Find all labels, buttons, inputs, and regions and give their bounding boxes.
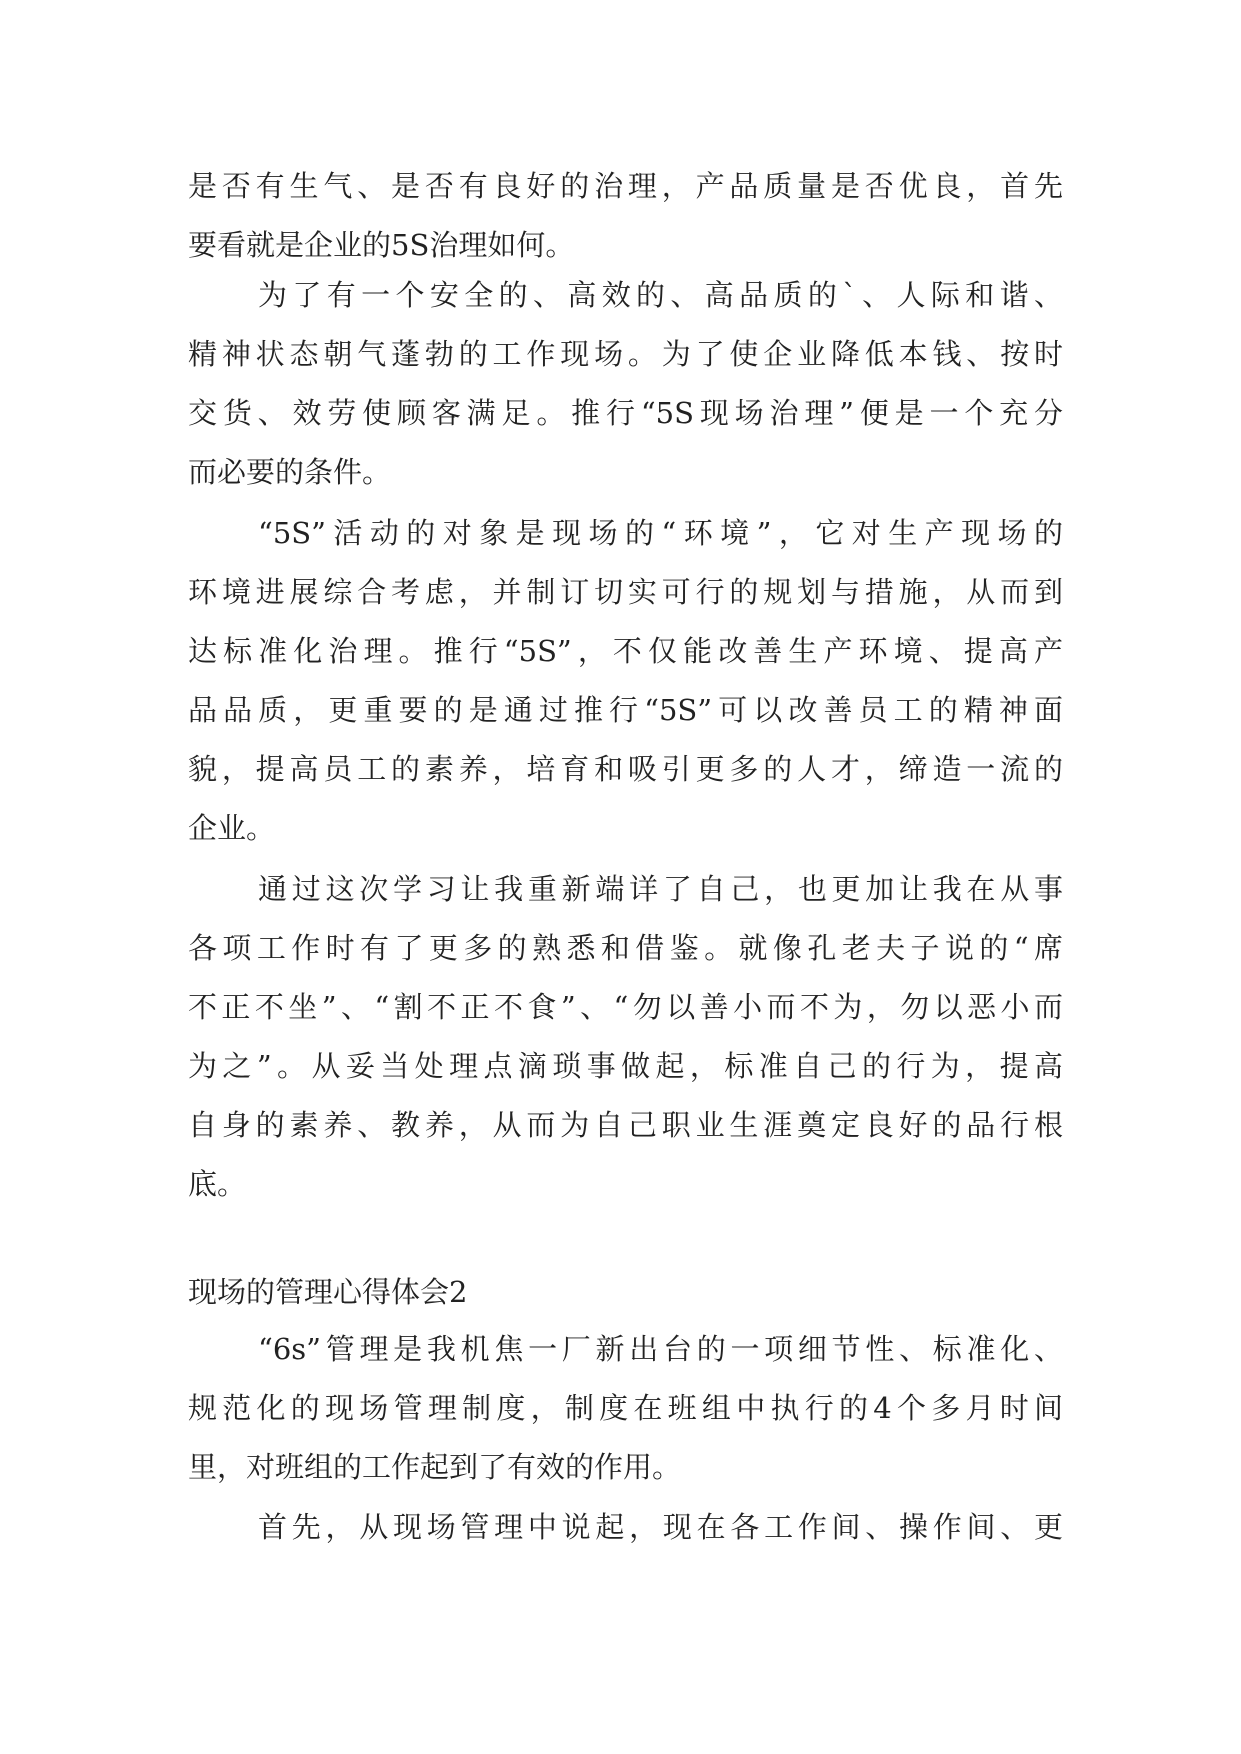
paragraph-line: 通过这次学习让我重新端详了自己，也更加让我在从事 — [258, 872, 1063, 906]
paragraph-line: 自身的素养、教养，从而为自己职业生涯奠定良好的品行根 — [188, 1108, 1063, 1142]
paragraph-3 — [188, 504, 1063, 858]
section-paragraph-1 — [188, 1320, 1063, 1497]
paragraph-line: 不正不坐”、“割不正不食”、“勿以善小而不为，勿以恶小而 — [188, 990, 1063, 1024]
paragraph-line: 品品质，更重要的是通过推行“5S”可以改善员工的精神面 — [188, 693, 1063, 727]
paragraph-line: “6s”管理是我机焦一厂新出台的一项细节性、标准化、 — [258, 1332, 1063, 1366]
paragraph-line: 是否有生气、是否有良好的治理，产品质量是否优良，首先 — [188, 169, 1063, 203]
paragraph-line: 达标准化治理。推行“5S”，不仅能改善生产环境、提高产 — [188, 634, 1063, 668]
paragraph-line: 为了有一个安全的、高效的、高品质的`、人际和谐、 — [258, 278, 1063, 312]
section-heading: 现场的管理心得体会2 — [188, 1275, 468, 1309]
paragraph-line: 要看就是企业的5S治理如何。 — [188, 228, 575, 262]
paragraph-line: 底。 — [188, 1167, 247, 1201]
paragraph-line: “5S”活动的对象是现场的“环境”，它对生产现场的 — [258, 516, 1063, 550]
paragraph-line: 精神状态朝气蓬勃的工作现场。为了使企业降低本钱、按时 — [188, 337, 1063, 371]
paragraph-line: 规范化的现场管理制度，制度在班组中执行的4个多月时间 — [188, 1391, 1063, 1425]
paragraph-line: 为之”。从妥当处理点滴琐事做起，标准自己的行为，提高 — [188, 1049, 1063, 1083]
section-paragraph-2 — [188, 1498, 1063, 1557]
paragraph-2 — [188, 266, 1063, 502]
paragraph-line: 环境进展综合考虑，并制订切实可行的规划与措施，从而到 — [188, 575, 1063, 609]
paragraph-4 — [188, 860, 1063, 1214]
paragraph-1 — [188, 157, 1063, 275]
paragraph-line: 貌，提高员工的素养，培育和吸引更多的人才，缔造一流的 — [188, 752, 1063, 786]
paragraph-line: 交货、效劳使顾客满足。推行“5S现场治理”便是一个充分 — [188, 396, 1063, 430]
paragraph-line: 各项工作时有了更多的熟悉和借鉴。就像孔老夫子说的“席 — [188, 931, 1063, 965]
paragraph-line: 首先，从现场管理中说起，现在各工作间、操作间、更 — [258, 1510, 1063, 1544]
paragraph-line: 而必要的条件。 — [188, 455, 392, 489]
paragraph-line: 企业。 — [188, 811, 276, 845]
paragraph-line: 里，对班组的工作起到了有效的作用。 — [188, 1450, 682, 1484]
